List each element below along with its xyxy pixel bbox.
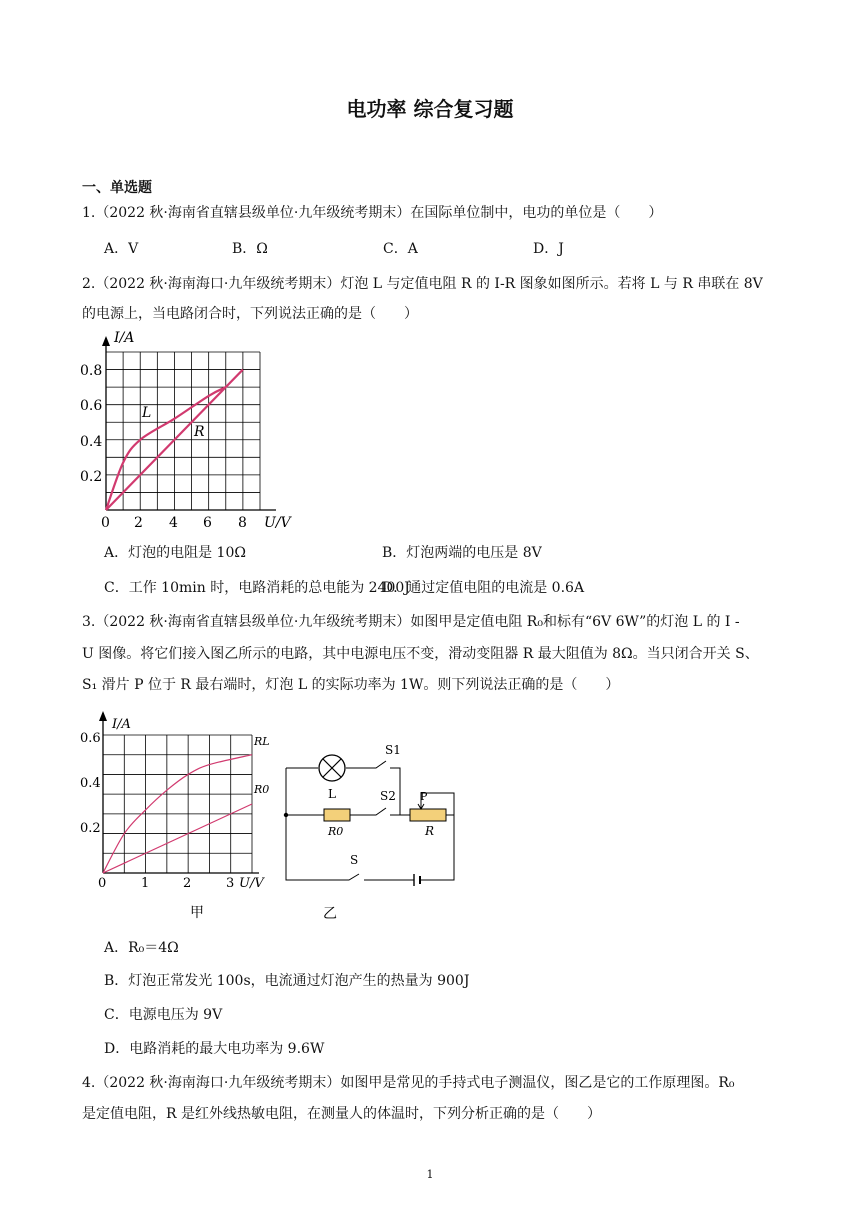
rheostat-r-icon [410,809,446,821]
slider-p-arrow-icon [418,803,424,809]
q2-option-c: C．工作 10min 时，电路消耗的总电能为 2400J [104,580,410,596]
question-3-line-3: S₁ 滑片 P 位于 R 最右端时，灯泡 L 的实际功率为 1W。则下列说法正确的是（ ） [82,677,620,693]
q3-option-d: D．电路消耗的最大电功率为 9.6W [104,1041,325,1057]
question-2-line-2: 的电源上，当电路闭合时，下列说法正确的是（ ） [82,306,418,322]
q2-series-label-l: L [142,405,152,421]
q2-ytick: 0.6 [80,398,103,414]
q2-y-label: I/A [114,330,135,346]
q3-xtick: 3 [226,876,235,891]
q2-iu-chart [76,330,306,535]
q1-option-a: A．V [104,241,139,257]
label-s: S [350,853,359,867]
question-4-line-1: 4.（2022 秋·海南海口·九年级统考期末）如图甲是常见的手持式电子测温仪，图乙是它的工作原理图。R₀ [82,1075,735,1091]
q1-option-b: B．Ω [232,241,268,257]
q2-option-b: B．灯泡两端的电压是 8V [382,545,542,561]
q3-iu-chart-jia [76,705,276,925]
question-3-line-2: U 图像。将它们接入图乙所示的电路，其中电源电压不变，滑动变阻器 R 最大阻值为 8Ω。当只闭合开关 S、 [82,646,759,662]
junction-dot [284,813,288,817]
q3-figure-caption-jia: 甲 [190,905,204,921]
q2-ytick: 0.2 [80,469,103,485]
q2-xtick: 6 [203,515,212,531]
q2-y-axis-arrow [102,336,110,346]
q2-ytick: 0.4 [80,434,103,450]
q3-series-label-r0: R0 [254,783,270,796]
q2-x-label: U/V [264,515,291,531]
q3-ytick: 0.2 [80,821,101,836]
resistor-r0-icon [324,809,350,821]
label-l: L [328,787,336,801]
q3-chart-grid [103,735,252,873]
label-s1: S1 [385,743,401,757]
q2-xtick: 8 [238,515,247,531]
page-title: 电功率 综合复习题 [346,97,514,121]
q3-option-b: B．灯泡正常发光 100s，电流通过灯泡产生的热量为 900J [104,973,470,989]
q1-option-c: C．A [383,241,418,257]
section-heading: 一、单选题 [82,180,152,196]
q3-xtick: 2 [183,876,192,891]
q3-circuit-yi [280,738,470,923]
q3-xtick: 1 [141,876,150,891]
q3-y-axis-arrow [99,711,107,721]
q2-option-d: D．通过定值电阻的电流是 0.6A [382,580,585,596]
q3-ytick: 0.4 [80,776,101,791]
label-s2: S2 [380,789,396,803]
q3-option-a: A．R₀＝4Ω [104,940,179,956]
q1-option-d: D．J [533,241,564,257]
q2-xtick: 2 [134,515,143,531]
q3-ytick: 0.6 [80,731,101,746]
label-r0: R0 [328,825,344,838]
q2-option-a: A．灯泡的电阻是 10Ω [104,545,246,561]
q3-option-c: C．电源电压为 9V [104,1007,223,1023]
label-r: R [425,824,435,838]
question-1-text: 1.（2022 秋·海南省直辖县级单位·九年级统考期末）在国际单位制中，电功的单位是（ ） [82,205,663,221]
series-line-R0 [103,804,252,873]
q3-series-label-rl: RL [254,735,270,748]
q2-ytick: 0.8 [80,363,103,379]
label-p: P [420,790,428,803]
page-number: 1 [426,1168,434,1181]
q3-figure-caption-yi: 乙 [323,906,337,922]
q3-y-label: I/A [112,717,131,732]
q2-xtick: 4 [169,515,178,531]
question-3-line-1: 3.（2022 秋·海南省直辖县级单位·九年级统考期末）如图甲是定值电阻 R₀和标有“6V 6W”的灯泡 L 的 I - [82,614,740,630]
q2-xtick: 0 [101,515,110,531]
question-4-line-2: 是定值电阻，R 是红外线热敏电阻，在测量人的体温时，下列分析正确的是（ ） [82,1106,601,1122]
q3-xtick: 0 [98,876,107,891]
question-2-line-1: 2.（2022 秋·海南海口·九年级统考期末）灯泡 L 与定值电阻 R 的 I-R 图象如图所示。若将 L 与 R 串联在 8V [82,276,763,292]
q3-x-label: U/V [239,876,264,891]
q2-series-label-r: R [194,424,205,440]
